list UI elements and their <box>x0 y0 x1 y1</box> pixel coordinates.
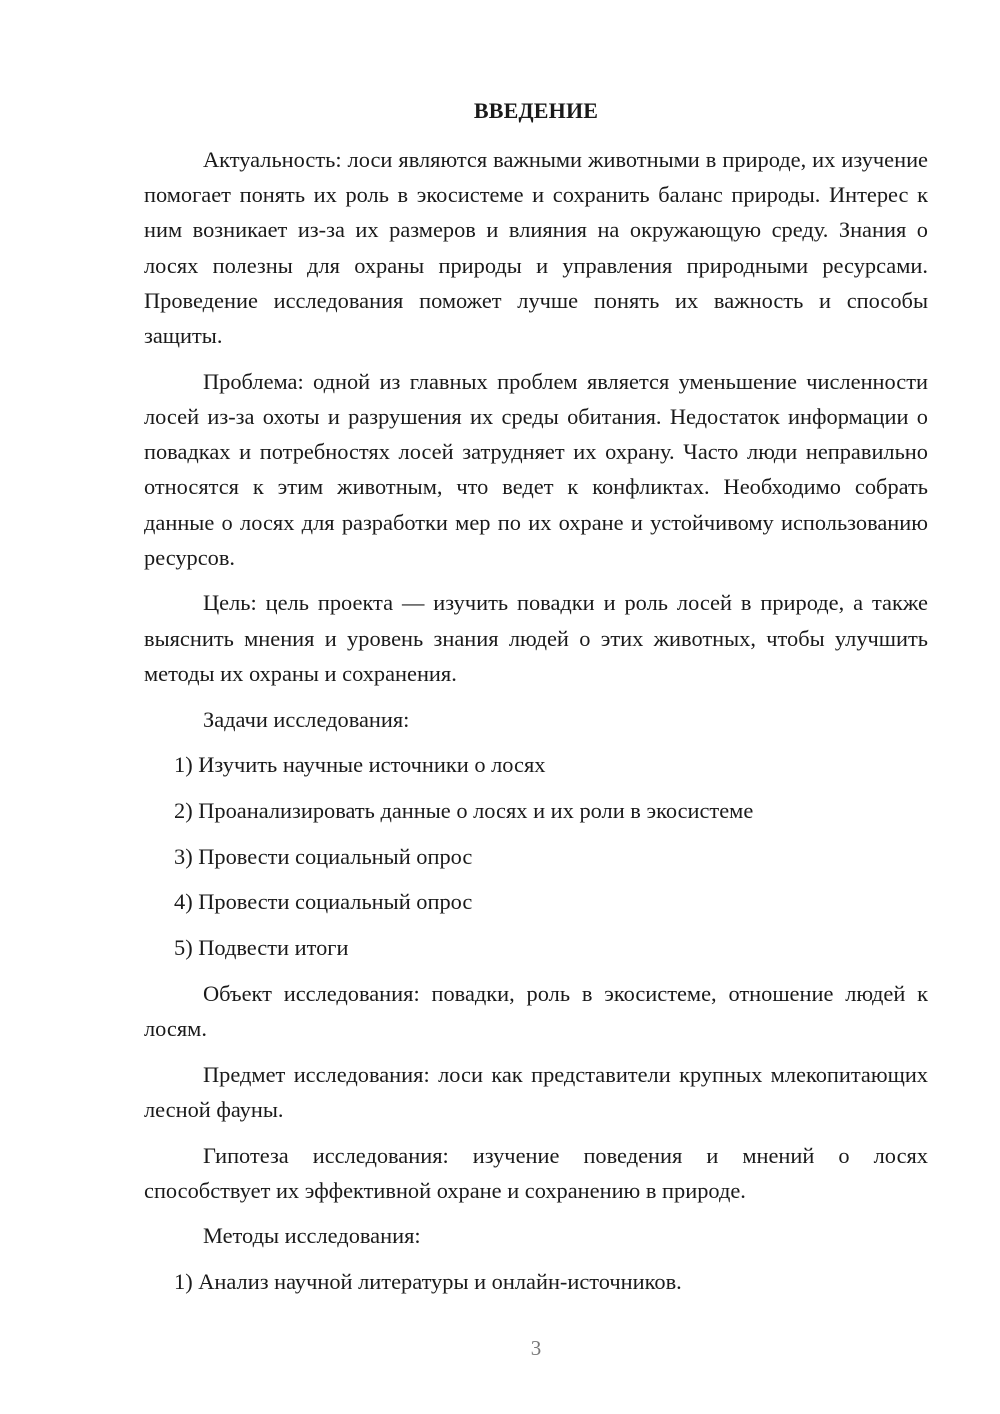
paragraph-relevance: Актуальность: лоси являются важными животными в природе, их изучение помогает понять их роль в экосистеме и сохранить баланс природы. Интерес к ним возникает из-за их размеров и влияния на окружающую среду. Знания о лосях полезны для охраны природы и управления природными ресурсами. Проведение исследования поможет лучше понять их важность и способы защиты. <box>144 147 928 349</box>
list-item-task: 5) Подвести итоги <box>174 935 349 961</box>
section-heading: ВВЕДЕНИЕ <box>473 98 599 123</box>
list-item-task: 4) Провести социальный опрос <box>174 889 473 915</box>
tasks-list <box>144 747 928 965</box>
page-number: 3 <box>530 1336 542 1360</box>
list-item-task: 2) Проанализировать данные о лосях и их роли в экосистеме <box>174 797 754 823</box>
list-item-method: 1) Анализ научной литературы и онлайн-источников. <box>174 1269 682 1295</box>
methods-list <box>144 1264 928 1299</box>
paragraph-hypothesis: Гипотеза исследования: изучение поведения и мнений о лосях способствует их эффективной охране и сохранению в природе. <box>144 1142 928 1203</box>
paragraph-problem: Проблема: одной из главных проблем является уменьшение численности лосей из-за охоты и разрушения их среды обитания. Недостаток информации о повадках и потребностях лосей затрудняет их охрану. Часто люди неправильно относятся к этим животным, что ведет к конфликтах. Необходимо собрать данные о лосях для разработки мер по их охране и устойчивому использованию ресурсов. <box>144 368 928 570</box>
list-item-task: 3) Провести социальный опрос <box>174 843 473 869</box>
tasks-title: Задачи исследования: <box>203 706 410 732</box>
paragraph-goal: Цель: цель проекта — изучить повадки и роль лосей в природе, а также выяснить мнения и уровень знания людей о этих животных, чтобы улучшить методы их охраны и сохранения. <box>144 590 928 686</box>
document-body <box>144 142 928 1310</box>
paragraph-subject: Предмет исследования: лоси как представители крупных млекопитающих лесной фауны. <box>144 1061 928 1122</box>
methods-title: Методы исследования: <box>203 1223 421 1249</box>
list-item-task: 1) Изучить научные источники о лосях <box>174 752 546 778</box>
paragraph-object: Объект исследования: повадки, роль в экосистеме, отношение людей к лосям. <box>144 980 928 1041</box>
